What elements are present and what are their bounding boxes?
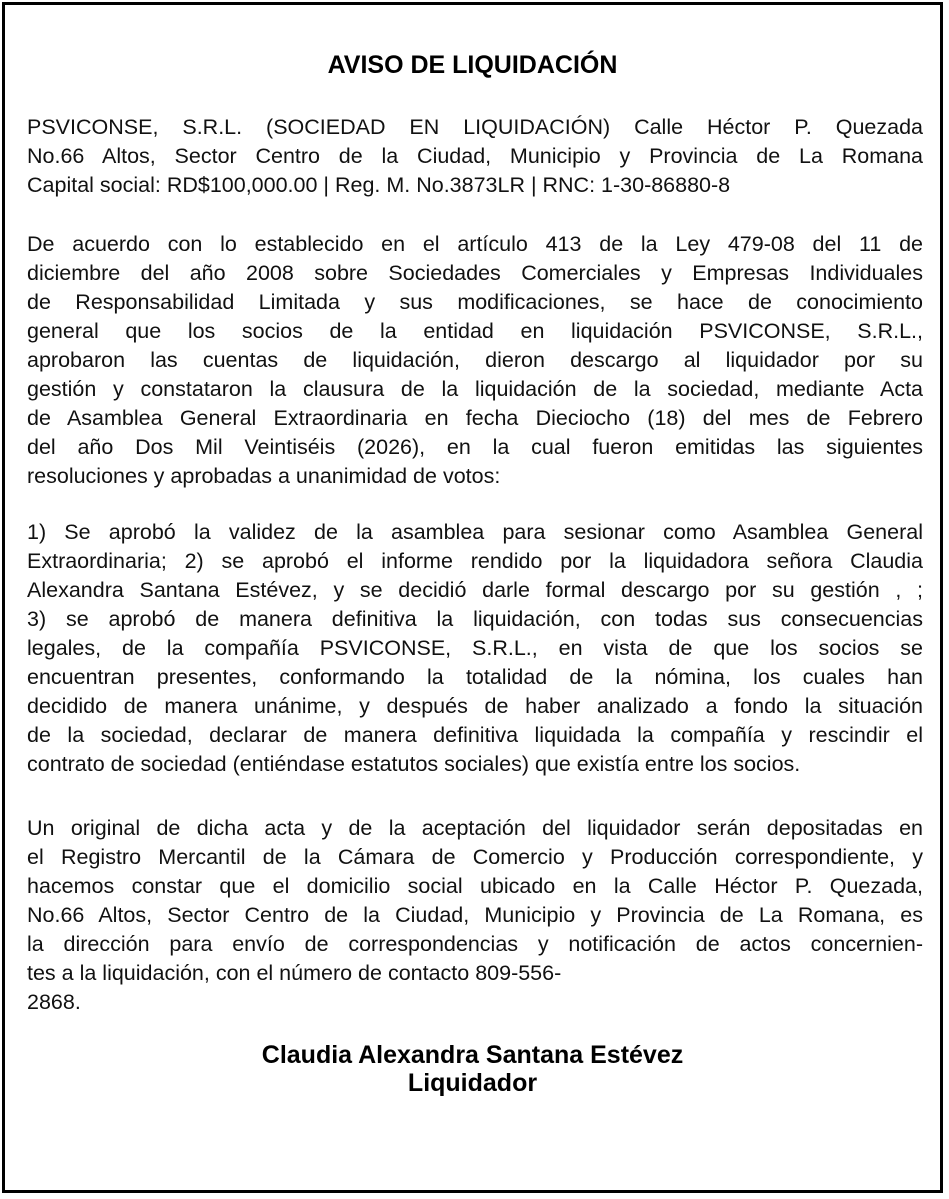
paragraph-line: general que los socios de la entidad en liquidación PSVICONSE, S.R.L., [27,319,923,343]
notice-paragraph-2 [27,518,923,779]
signatory-role: Liquidador [407,1069,538,1097]
company-header-block [27,113,923,200]
paragraph-line: hacemos constar que el domicilio social ubicado en la Calle Héctor P. Quezada, [27,874,923,898]
signatory-name: Claudia Alexandra Santana Estévez [261,1041,684,1069]
notice-paragraph-1 [27,230,923,491]
paragraph-line: encuentran presentes, conformando la totalidad de la nómina, los cuales han [27,665,923,689]
paragraph-line: el Registro Mercantil de la Cámara de Comercio y Producción correspondiente, y [27,845,923,869]
paragraph-line: No.66 Altos, Sector Centro de la Ciudad, Municipio y Provincia de La Romana, es [27,903,923,927]
notice-paragraph-3 [27,814,923,1017]
paragraph-line: la dirección para envío de correspondencias y notificación de actos concernien- [27,932,923,956]
paragraph-line: del año Dos Mil Veintiséis (2026), en la cual fueron emitidas las siguientes [27,435,923,459]
paragraph-line: tes a la liquidación, con el número de contacto 809-556- [27,961,562,985]
company-header-line: No.66 Altos, Sector Centro de la Ciudad, Municipio y Provincia de La Romana [27,144,923,168]
company-header-line: PSVICONSE, S.R.L. (SOCIEDAD EN LIQUIDACIÓN) Calle Héctor P. Quezada [27,115,923,139]
legal-notice [2,2,943,1193]
paragraph-line: aprobaron las cuentas de liquidación, dieron descargo al liquidador por su [27,348,923,372]
paragraph-line: De acuerdo con lo establecido en el artículo 413 de la Ley 479-08 del 11 de [27,232,923,256]
paragraph-line: 2868. [27,990,81,1014]
notice-title: AVISO DE LIQUIDACIÓN [327,51,618,79]
paragraph-line: Extraordinaria; 2) se aprobó el informe rendido por la liquidadora señora Claudia [27,549,923,573]
paragraph-line: diciembre del año 2008 sobre Sociedades Comerciales y Empresas Individuales [27,261,923,285]
paragraph-line: Alexandra Santana Estévez, y se decidió darle formal descargo por su gestión , ; [27,578,923,602]
paragraph-line: decidido de manera unánime, y después de haber analizado a fondo la situación [27,694,923,718]
paragraph-line: Un original de dicha acta y de la aceptación del liquidador serán depositadas en [27,816,923,840]
signature-block [5,1041,940,1097]
paragraph-line: de la sociedad, declarar de manera definitiva liquidada la compañía y rescindir el [27,723,923,747]
paragraph-line: legales, de la compañía PSVICONSE, S.R.L., en vista de que los socios se [27,636,923,660]
paragraph-line: contrato de sociedad (entiéndase estatutos sociales) que existía entre los socios. [27,752,801,776]
paragraph-line: resoluciones y aprobadas a unanimidad de votos: [27,464,501,488]
company-header-line: Capital social: RD$100,000.00 | Reg. M. No.3873LR | RNC: 1-30-86880-8 [27,173,731,197]
paragraph-line: gestión y constataron la clausura de la liquidación de la sociedad, mediante Acta [27,377,923,401]
paragraph-line: 3) se aprobó de manera definitiva la liquidación, con todas sus consecuencias [27,607,923,631]
paragraph-line: de Responsabilidad Limitada y sus modificaciones, se hace de conocimiento [27,290,923,314]
paragraph-line: de Asamblea General Extraordinaria en fecha Dieciocho (18) del mes de Febrero [27,406,923,430]
paragraph-line: 1) Se aprobó la validez de la asamblea para sesionar como Asamblea General [27,520,923,544]
